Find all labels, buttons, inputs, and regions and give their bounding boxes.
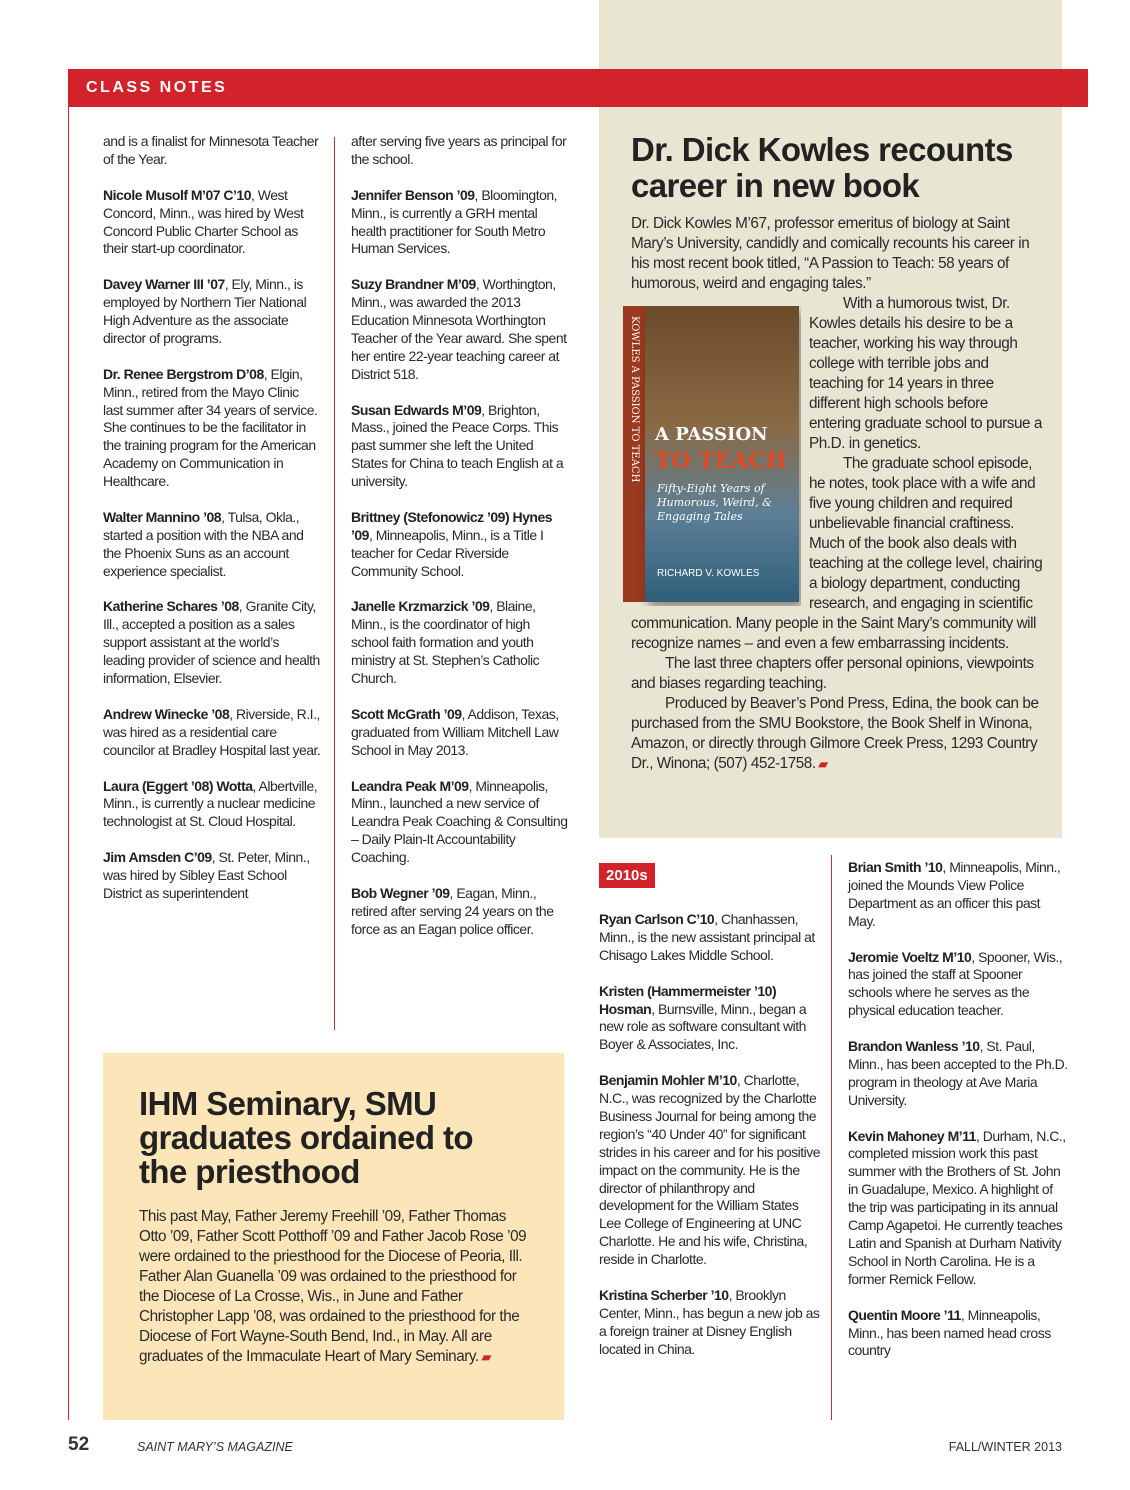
note-text: , St. Paul, Minn., has been accepted to the Ph.D. program in theology at Ave Maria University. [848, 1038, 1068, 1108]
alumni-name: Quentin Moore ’11 [848, 1306, 961, 1323]
note-text: , Minneapolis, Minn., is a Title I teacher for Cedar Riverside Community School. [351, 526, 544, 579]
note-text: , Riverside, R.I., was hired as a residential care councilor at Bradley Hospital last year. [103, 705, 321, 758]
column-divider [831, 855, 832, 1420]
alumni-name: Leandra Peak M’09 [351, 777, 469, 794]
class-note-entry [103, 133, 321, 169]
class-note-entry [103, 509, 321, 581]
class-note-entry [848, 1307, 1068, 1361]
alumni-name: Janelle Krzmarzick ’09 [351, 598, 490, 615]
note-text: , Durham, N.C., completed mission work this past summer with the Brothers of St. John in Guadalupe, Mexico. A highlight of the trip was participating in its annual Camp Agapetoi. He currently teaches Latin and Spanish at Durham Nativity School in North Carolina. He is a former Remick Fellow. [848, 1127, 1066, 1287]
note-text: , Blaine, Minn., is the coordinator of high school faith formation and youth ministry at St. Stephen’s Catholic Church. [351, 598, 540, 687]
note-text: , Brighton, Mass., joined the Peace Corps. This past summer she left the United States for China to teach English at a university. [351, 401, 564, 490]
alumni-name: Jim Amsden C’09 [103, 849, 212, 866]
end-mark-icon: ▰ [815, 757, 828, 771]
end-mark-icon: ▰ [478, 1350, 491, 1364]
book-feature-article [631, 132, 1043, 774]
note-text: , West Concord, Minn., was hired by West Concord Public Charter School as their start-up coordinator. [103, 186, 304, 257]
article-paragraph-text: Produced by Beaver’s Pond Press, Edina, the book can be purchased from the SMU Bookstore, the Book Shelf in Winona, Amazon, or directly through Gilmore Creek Press, 1293 Country Dr., Winona; (507) 452-1758. [631, 695, 1039, 772]
article-headline: Dr. Dick Kowles recounts career in new book [631, 131, 1013, 204]
alumni-name: Davey Warner III ’07 [103, 276, 225, 293]
note-text: , Minneapolis, Minn., joined the Mounds View Police Department as an officer this past May. [848, 859, 1061, 929]
alumni-name: Scott McGrath ’09 [351, 705, 462, 722]
seminary-body-text: This past May, Father Jeremy Freehill ’09, Father Thomas Otto ’09, Father Scott Potthoff ’09 and Father Jacob Rose ’09 were ordained to the priesthood for the Diocese of Peoria, Ill. Father Alan Guanella ’09 was ordained to the priesthood for the Diocese of La Crosse, Wis., in June and Father Christopher Lapp ’08, was ordained to the priesthood for the Diocese of Fort Wayne-South Bend, Ind., in May. All are graduates of the Immaculate Heart of Mary Seminary. [139, 1208, 527, 1365]
alumni-name: Bob Wegner ’09 [351, 884, 450, 901]
class-note-entry [103, 706, 321, 760]
class-note-entry [351, 402, 569, 492]
class-note-entry [848, 859, 1068, 931]
class-note-entry [848, 949, 1068, 1021]
class-note-entry [103, 849, 321, 903]
class-note-entry [351, 598, 569, 688]
note-text: , Ely, Minn., is employed by Northern Tier National High Adventure as the associate director of programs. [103, 276, 307, 346]
book-cover-image [623, 306, 801, 606]
note-text: and is a finalist for Minnesota Teacher of the Year. [103, 133, 319, 167]
class-notes-column-4 [848, 859, 1068, 1378]
note-text: , Addison, Texas, graduated from William Mitchell Law School in May 2013. [351, 705, 559, 758]
alumni-name: Dr. Renee Bergstrom D’08 [103, 365, 264, 382]
alumni-name: Andrew Winecke ’08 [103, 705, 230, 722]
alumni-name: Benjamin Mohler M’10 [599, 1072, 737, 1089]
issue-date: FALL/WINTER 2013 [948, 1440, 1062, 1454]
note-text: , Burnsville, Minn., began a new role as software consultant with Boyer & Associates, Inc. [599, 1000, 807, 1053]
magazine-name: SAINT MARY’S MAGAZINE [137, 1440, 293, 1454]
section-header-bar [68, 69, 1088, 107]
book-title-line2: TO TEACH [655, 448, 787, 474]
article-paragraph: Dr. Dick Kowles M’67, professor emeritus of biology at Saint Mary’s University, candidly and comically recounts his career in his most recent book titled, “A Passion to Teach: 58 years of humorous, weird and engaging tales.” [631, 215, 1030, 292]
alumni-name: Kevin Mahoney M’11 [848, 1127, 976, 1144]
book-author: RICHARD V. KOWLES [657, 568, 760, 579]
alumni-name: Brandon Wanless ’10 [848, 1038, 980, 1055]
decade-tag: 2010s [599, 863, 655, 888]
alumni-name: Kristen (Hammermeister ’10) Hosman [599, 982, 777, 1017]
note-text: after serving five years as principal for the school. [351, 133, 567, 167]
class-note-entry [848, 1128, 1068, 1289]
alumni-name: Brittney (Stefonowicz ’09) Hynes ’09 [351, 508, 553, 543]
class-notes-column-3 [599, 911, 821, 1377]
class-notes-column-2 [351, 133, 569, 957]
class-note-entry [848, 1038, 1068, 1110]
book-title-line1: A PASSION [655, 424, 768, 445]
seminary-article-box [103, 1053, 564, 1420]
alumni-name: Jeromie Voeltz M’10 [848, 948, 972, 965]
note-text: , Bloomington, Minn., is currently a GRH mental health practitioner for South Metro Human Services. [351, 186, 558, 257]
column-divider [334, 137, 335, 1030]
alumni-name: Nicole Musolf M’07 C’10 [103, 186, 251, 203]
alumni-name: Brian Smith ’10 [848, 859, 943, 875]
alumni-name: Katherine Schares ’08 [103, 598, 239, 615]
class-note-entry [351, 276, 569, 383]
section-title: CLASS NOTES [86, 79, 228, 96]
note-text: , Tulsa, Okla., started a position with the NBA and the Phoenix Suns as an account experience specialist. [103, 508, 304, 579]
note-text: , Charlotte, N.C., was recognized by the Charlotte Business Journal for being among the region’s “40 Under 40” for significant strides in his career and for his positive impact on the community. He is the director of philanthropy and development for the William States Lee College of Engineering at UNC Charlotte. He and his wife, Christina, reside in Charlotte. [599, 1072, 820, 1268]
class-note-entry [351, 187, 569, 259]
note-text: , Minneapolis, Minn., has been named head cross country [848, 1306, 1051, 1359]
class-note-entry [599, 911, 821, 965]
class-note-entry [599, 983, 821, 1055]
class-note-entry [103, 366, 321, 491]
class-note-entry [103, 778, 321, 832]
class-note-entry [351, 509, 569, 581]
seminary-body [139, 1207, 528, 1367]
book-spine [623, 306, 645, 602]
article-paragraph: The last three chapters offer personal opinions, viewpoints and biases regarding teaching. [631, 655, 1034, 692]
alumni-name: Laura (Eggert ’08) Wotta [103, 777, 253, 794]
class-note-entry [103, 276, 321, 348]
seminary-headline: IHM Seminary, SMU graduates ordained to the priesthood [139, 1085, 473, 1190]
class-note-entry [351, 133, 569, 169]
article-paragraph [631, 694, 1043, 774]
article-paragraph: The graduate school episode, he notes, took place with a wife and five young children and required unbelievable financial craftiness. Much of the book also deals with teaching at the college level, chairing a biology department, conducting research, and engaging in scientific communication. Many people in the Saint Mary’s community will recognize names – and even a few embarrassing incidents. [631, 455, 1043, 652]
note-text: , Chanhassen, Minn., is the new assistant principal at Chisago Lakes Middle School. [599, 911, 815, 963]
note-text: , Albertville, Minn., is currently a nuclear medicine technologist at St. Cloud Hospital. [103, 777, 318, 830]
note-text: , St. Peter, Minn., was hired by Sibley East School District as superintendent [103, 849, 310, 901]
class-notes-column-1 [103, 133, 321, 921]
alumni-name: Ryan Carlson C’10 [599, 911, 715, 927]
class-note-entry [103, 187, 321, 259]
note-text: , Granite City, Ill., accepted a position as a sales support assistant at the world’s leading provider of science and health information, Elsevier. [103, 598, 320, 687]
note-text: , Minneapolis, Minn., launched a new service of Leandra Peak Coaching & Consulting – Daily Plain-It Accountability Coaching. [351, 777, 568, 866]
note-text: , Elgin, Minn., retired from the Mayo Clinic last summer after 34 years of service. She continues to be the facilitator in the training program for the American Academy on Communication in Healthcare. [103, 365, 318, 490]
note-text: , Brooklyn Center, Minn., has begun a new job as a foreign trainer at Disney English located in China. [599, 1286, 820, 1357]
class-note-entry [599, 1287, 821, 1359]
class-note-entry [103, 598, 321, 688]
spine-text: KOWLES A PASSION TO TEACH [629, 316, 640, 483]
alumni-name: Kristina Scherber ’10 [599, 1286, 729, 1303]
note-text: , Spooner, Wis., has joined the staff at Spooner schools where he serves as the physical education teacher. [848, 948, 1063, 1019]
class-note-entry [351, 885, 569, 939]
page-number: 52 [68, 1434, 90, 1455]
note-text: , Worthington, Minn., was awarded the 2013 Education Minnesota Worthington Teacher of the Year award. She spent her entire 22-year teaching career at District 518. [351, 276, 567, 382]
note-text: , Eagan, Minn., retired after serving 24 years on the force as an Eagan police officer. [351, 884, 554, 937]
alumni-name: Suzy Brandner M’09 [351, 276, 476, 293]
alumni-name: Jennifer Benson ’09 [351, 186, 475, 203]
class-note-entry [351, 706, 569, 760]
alumni-name: Walter Mannino ’08 [103, 508, 222, 525]
alumni-name: Susan Edwards M’09 [351, 401, 482, 418]
book-subtitle: Fifty-Eight Years of Humorous, Weird, & Engaging Tales [657, 482, 772, 523]
class-note-entry [351, 778, 569, 868]
article-paragraph: With a humorous twist, Dr. Kowles details his desire to be a teacher, working his way through college with terrible jobs and teaching for 14 years in three different high schools before entering graduate school to pursue a Ph.D. in genetics. [809, 295, 1042, 452]
left-rule [68, 107, 69, 1420]
class-note-entry [599, 1072, 821, 1269]
